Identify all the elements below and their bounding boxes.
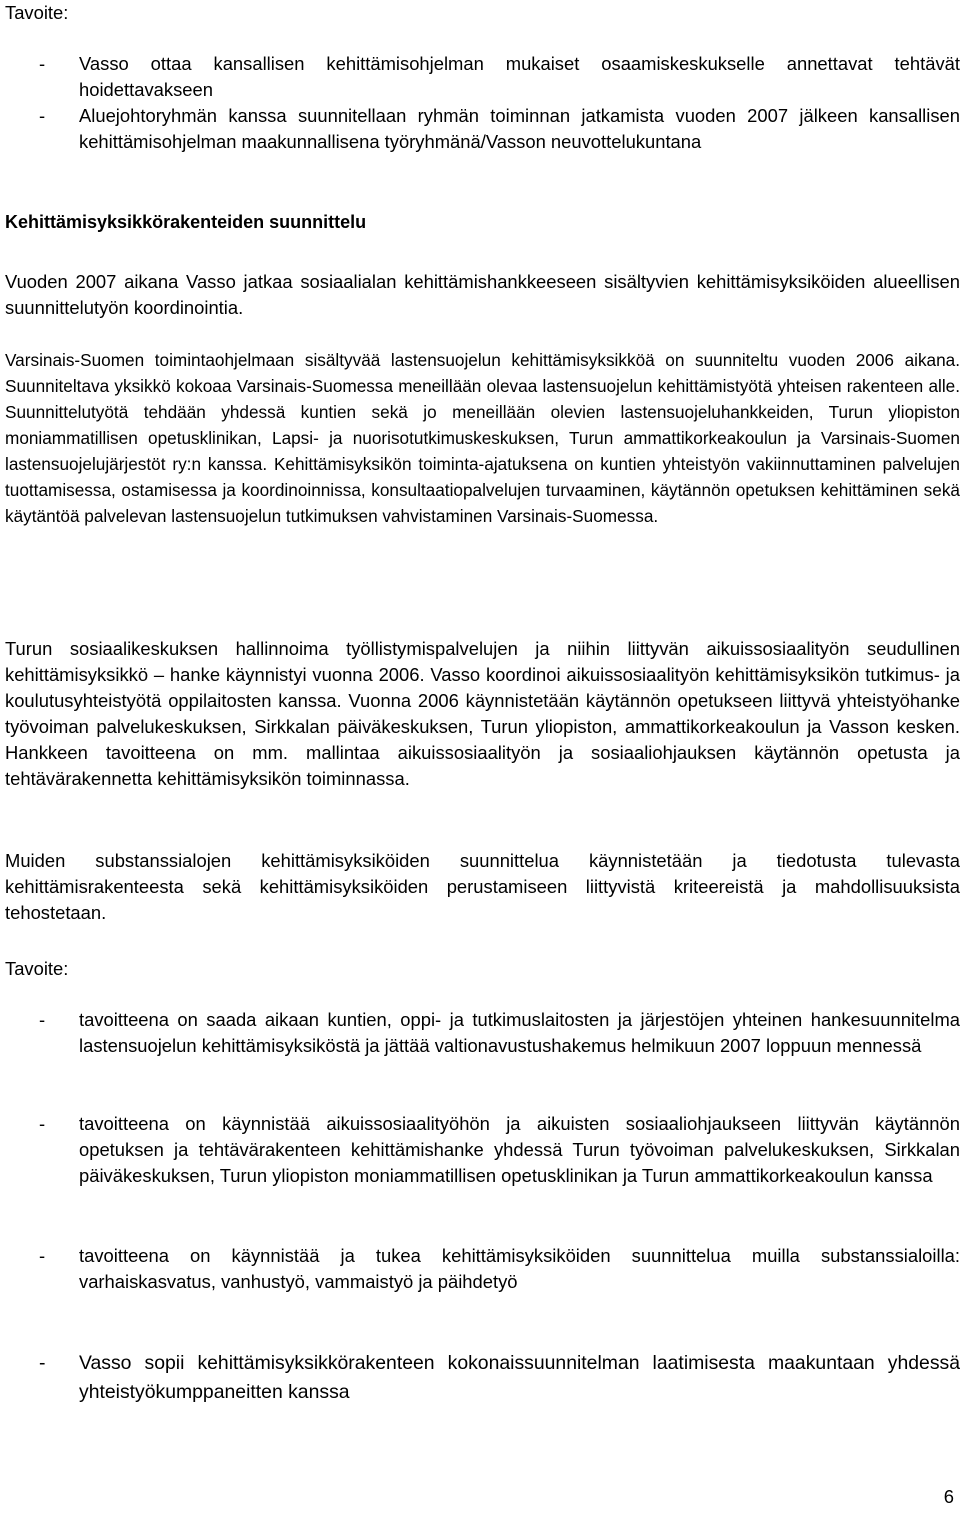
paragraph-text: Vuoden 2007 aikana Vasso jatkaa sosiaalialan kehittämishankkeeseen sisältyvien kehittämisyksiköiden alueellisen suunnittelutyön koordinointia. <box>5 271 960 318</box>
list-item-text: Vasso ottaa kansallisen kehittämisohjelman mukaiset osaamiskeskukselle annettavat tehtävät hoidettavakseen <box>79 53 960 100</box>
page-number: 6 <box>943 1486 954 1507</box>
paragraph <box>5 636 960 792</box>
paragraph <box>5 848 960 926</box>
list-item-text: Aluejohtoryhmän kanssa suunnitellaan ryhmän toiminnan jatkamista vuoden 2007 jälkeen kansallisen kehittämisohjelman maakunnallisena työryhmänä/Vasson neuvottelukuntana <box>79 105 960 152</box>
list-item <box>5 1007 960 1059</box>
paragraph-text: Turun sosiaalikeskuksen hallinnoima työllistymispalvelujen ja niihin liittyvän aikuissosiaalityön seudullinen kehittämisyksikkö – hanke käynnistyi vuonna 2006. Vasso koordinoi aikuissosiaalityön kehittämisyksikön tutkimus- ja koulutusyhteistyötä oppilaitosten kanssa. Vuonna 2006 käynnistetään käytännön opetukseen liittyvä yhteistyöhanke työvoiman palvelukeskuksen, Sirkkalan päiväkeskuksen, Turun yliopiston, ammattikorkeakoulun ja Vasson kesken. Hankkeen tavoitteena on mm. mallintaa aikuissosiaalityön ja sosiaaliohjauksen käytännön opetusta ja tehtävärakennetta kehittämisyksikön toiminnassa. <box>5 638 960 789</box>
paragraph-text: Varsinais-Suomen toimintaohjelmaan sisältyvää lastensuojelun kehittämisyksikköä on suunniteltu vuoden 2006 aikana. Suunniteltava yksikkö kokoaa Varsinais-Suomessa meneillään olevaa lastensuojelun kehittämistyötä yhteisen rakenteen alle. Suunnittelutyötä tehdään yhdessä kuntien sekä jo meneillään olevien lastensuojeluhankkeiden, Turun yliopiston moniammatillisen opetusklinikan, Lapsi- ja nuorisotutkimuskeskuksen, Turun ammattikorkeakoulun ja Varsinais-Suomen lastensuojelujärjestöt ry:n kanssa. Kehittämisyksikön toiminta-ajatuksena on kuntien yhteistyön vakiinnuttaminen palvelujen tuottamisessa, ostamisessa ja koordinoinnissa, konsultaatiopalvelujen turvaaminen, käytännön opetuksen kehittäminen sekä käytäntöä palvelevan lastensuojelun tutkimuksen vahvistaminen Varsinais-Suomessa. <box>5 350 960 526</box>
goal-label-text: Tavoite: <box>5 958 69 979</box>
section-heading <box>5 209 960 235</box>
list-item <box>5 103 960 155</box>
list-item <box>5 1243 960 1295</box>
bullet-dash: - <box>39 105 46 126</box>
list-item <box>5 1111 960 1189</box>
bullet-dash: - <box>39 53 46 74</box>
paragraph <box>5 347 960 529</box>
goal-label-2 <box>5 956 960 982</box>
bullet-dash: - <box>39 1245 46 1266</box>
goal-label-1 <box>5 0 960 26</box>
list-item-text: Vasso sopii kehittämisyksikkörakenteen kokonaissuunnitelman laatimisesta maakuntaan yhdessä yhteistyökumppaneitten kanssa <box>79 1352 960 1403</box>
bullet-dash: - <box>39 1352 46 1374</box>
paragraph-text: Muiden substanssialojen kehittämisyksiköiden suunnittelua käynnistetään ja tiedotusta tulevasta kehittämisrakenteesta sekä kehittämisyksiköiden perustamiseen liittyvistä kriteereistä ja mahdollisuuksista tehostetaan. <box>5 850 960 923</box>
list-item <box>5 51 960 103</box>
paragraph <box>5 269 960 321</box>
section-heading-text: Kehittämisyksikkörakenteiden suunnittelu <box>5 212 367 232</box>
list-item-text: tavoitteena on käynnistää aikuissosiaalityöhön ja aikuisten sosiaaliohjaukseen liittyvän käytännön opetuksen ja tehtävärakenteen kehittämishanke yhdessä Turun työvoiman palvelukeskuksen, Sirkkalan päiväkeskuksen, Turun yliopiston moniammatillisen opetusklinikan ja Turun ammattikorkeakoulun kanssa <box>79 1113 960 1186</box>
list-item-text: tavoitteena on käynnistää ja tukea kehittämisyksiköiden suunnittelua muilla substanssialoilla: varhaiskasvatus, vanhustyö, vammaistyö ja päihdetyö <box>79 1245 960 1292</box>
list-item-text: tavoitteena on saada aikaan kuntien, oppi- ja tutkimuslaitosten ja järjestöjen yhteinen hankesuunnitelma lastensuojelun kehittämisyksiköstä ja jättää valtionavustushakemus helmikuun 2007 loppuun mennessä <box>79 1009 960 1056</box>
goal-label-text: Tavoite: <box>5 2 69 23</box>
list-item <box>5 1349 960 1407</box>
bullet-dash: - <box>39 1009 46 1030</box>
bullet-dash: - <box>39 1113 46 1134</box>
